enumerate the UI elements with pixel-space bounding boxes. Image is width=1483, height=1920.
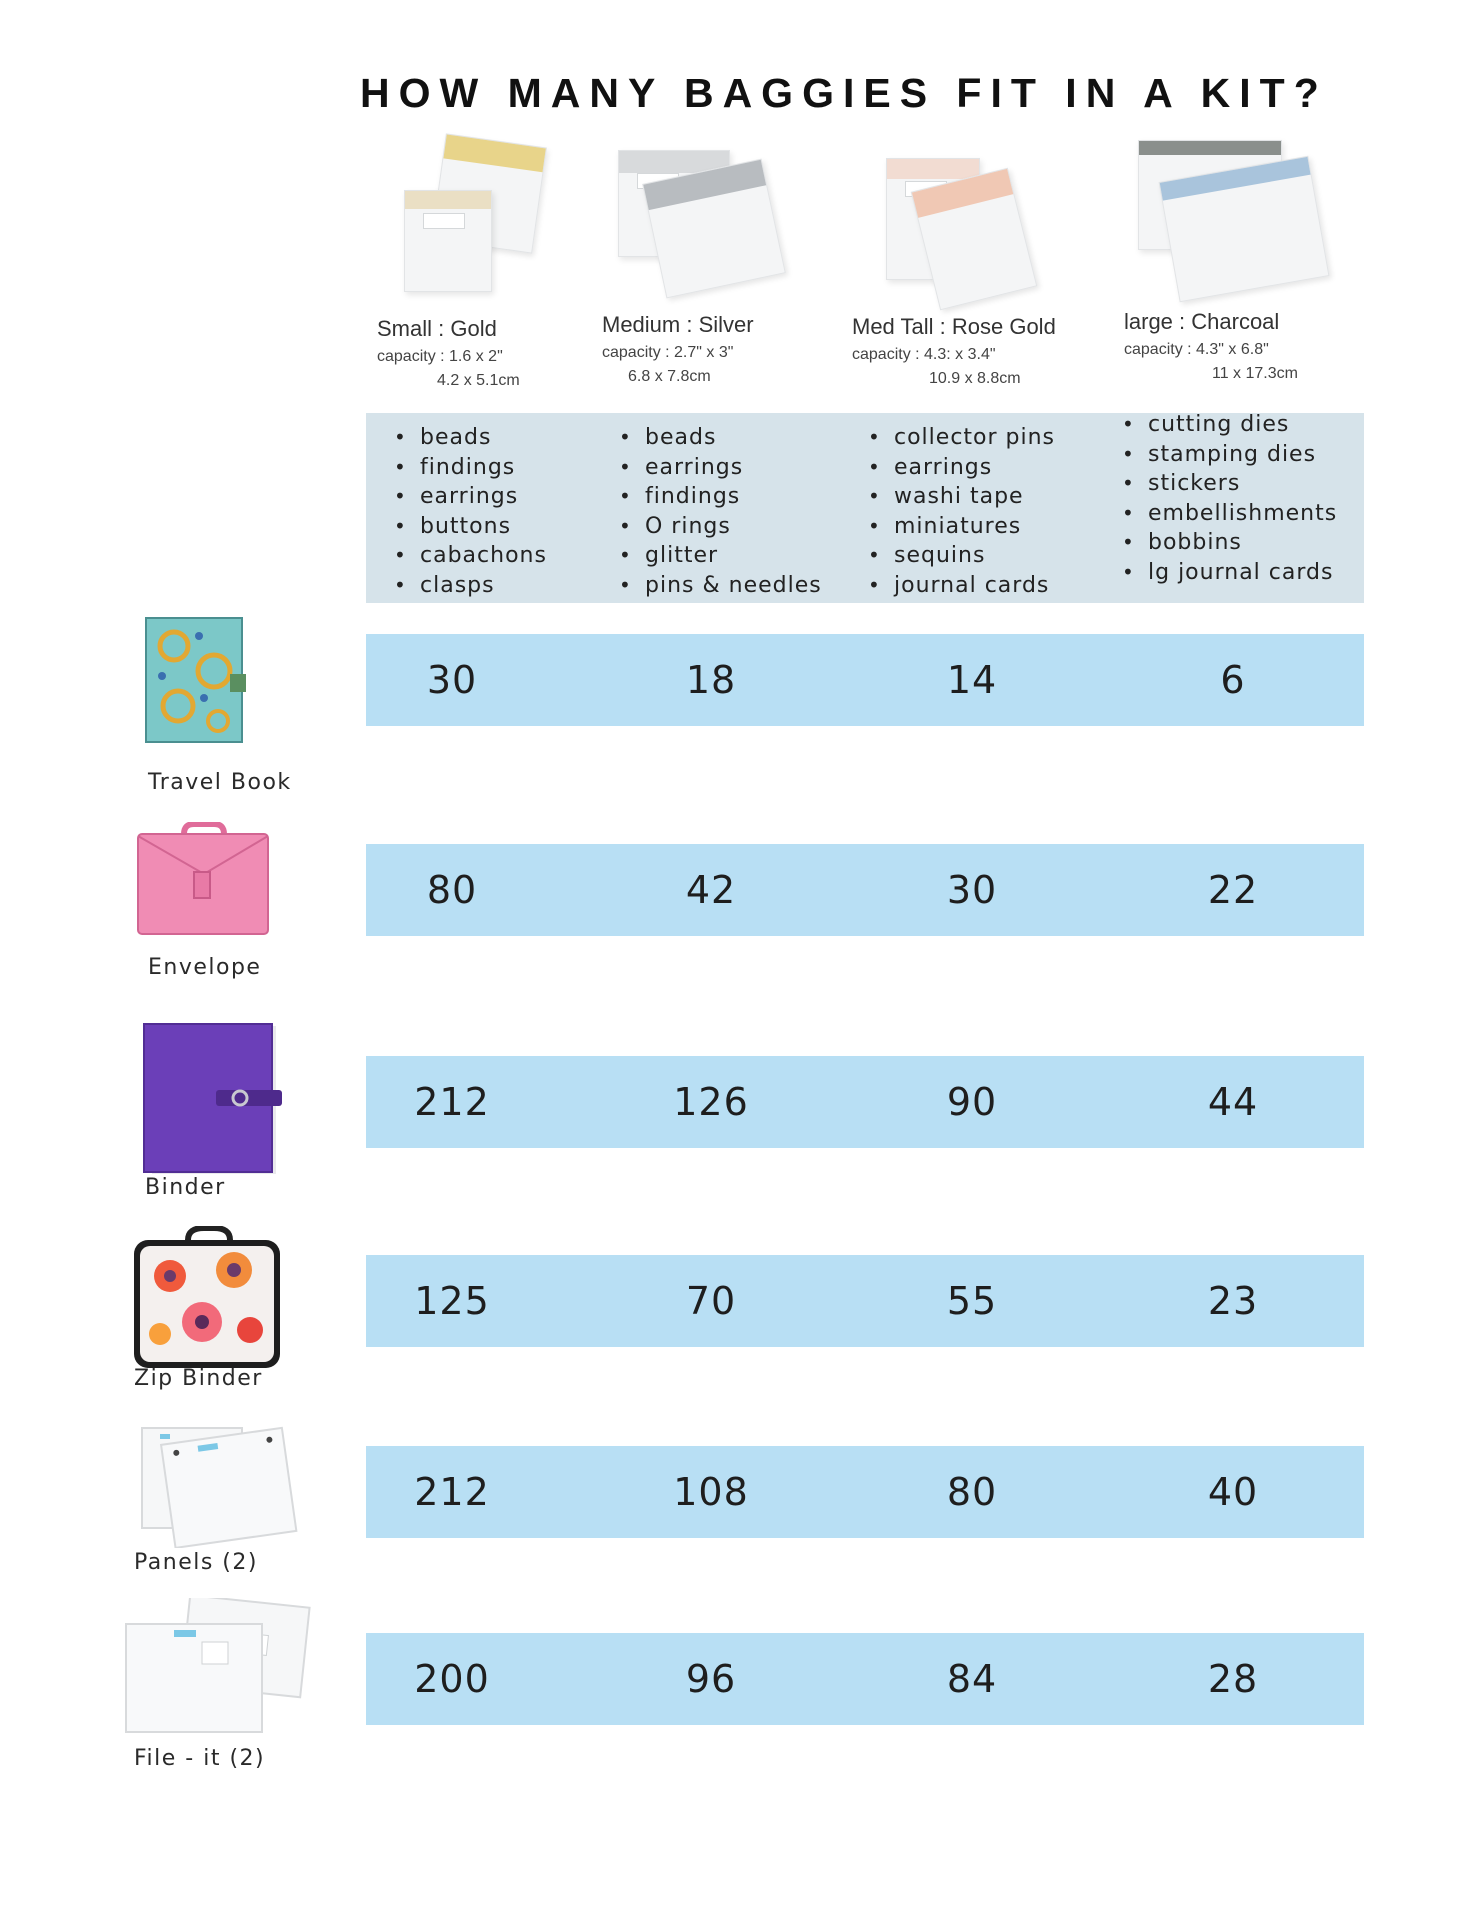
count-cell: 40 <box>1207 1470 1259 1514</box>
count-cell: 125 <box>414 1279 490 1323</box>
kit-label: Zip Binder <box>134 1366 263 1391</box>
bag-name: large : Charcoal <box>1124 309 1280 334</box>
bag-header-med-tall <box>852 314 1056 388</box>
list-item: • beads <box>394 423 547 453</box>
uses-list-medium <box>619 423 822 600</box>
list-item: • clasps <box>394 571 547 601</box>
list-item: • sequins <box>868 541 1055 571</box>
count-cell: 44 <box>1207 1080 1259 1124</box>
uses-list-large <box>1122 410 1337 587</box>
bag-name: Medium : Silver <box>602 312 754 337</box>
bag-capacity: capacity : 4.3" x 6.8" <box>1124 341 1269 358</box>
count-cell: 28 <box>1207 1657 1259 1701</box>
panels-icon <box>138 1420 298 1548</box>
count-cell: 80 <box>426 868 478 912</box>
list-item: • cabachons <box>394 541 547 571</box>
bag-capacity: capacity : 1.6 x 2" <box>377 348 503 365</box>
page-title: HOW MANY BAGGIES FIT IN A KIT? <box>360 70 1328 116</box>
uses-list-small <box>394 423 547 600</box>
list-item: • earrings <box>619 453 822 483</box>
count-cell: 42 <box>685 868 737 912</box>
list-item: • findings <box>619 482 822 512</box>
kit-label: Panels (2) <box>134 1550 258 1575</box>
bag-metric-size: 10.9 x 8.8cm <box>929 370 1021 387</box>
small-gold-baggie-image <box>400 132 550 302</box>
zip-binder-icon <box>132 1226 284 1372</box>
count-cell: 200 <box>414 1657 490 1701</box>
bag-metric-size: 6.8 x 7.8cm <box>628 368 711 385</box>
list-item: • miniatures <box>868 512 1055 542</box>
medium-silver-baggie-image <box>618 150 788 300</box>
count-cell: 14 <box>946 658 998 702</box>
table-row <box>366 1255 1364 1347</box>
count-cell: 108 <box>673 1470 749 1514</box>
list-item: • stickers <box>1122 469 1337 499</box>
count-cell: 90 <box>946 1080 998 1124</box>
table-row <box>366 1446 1364 1538</box>
count-cell: 6 <box>1220 658 1246 702</box>
count-cell: 70 <box>685 1279 737 1323</box>
list-item: • embellishments <box>1122 499 1337 529</box>
bag-capacity: capacity : 2.7" x 3" <box>602 344 734 361</box>
kit-label: Travel Book <box>148 770 292 795</box>
bag-capacity: capacity : 4.3: x 3.4" <box>852 346 996 363</box>
bag-header-large <box>1124 309 1298 383</box>
list-item: • earrings <box>868 453 1055 483</box>
uses-list-med-tall <box>868 423 1055 600</box>
count-cell: 22 <box>1207 868 1259 912</box>
bag-header-small <box>377 316 520 390</box>
bag-metric-size: 4.2 x 5.1cm <box>437 372 520 389</box>
list-item: • glitter <box>619 541 822 571</box>
table-row <box>366 1056 1364 1148</box>
bag-name: Small : Gold <box>377 316 497 341</box>
count-cell: 30 <box>946 868 998 912</box>
count-cell: 80 <box>946 1470 998 1514</box>
list-item: • stamping dies <box>1122 440 1337 470</box>
list-item: • bobbins <box>1122 528 1337 558</box>
list-item: • pins & needles <box>619 571 822 601</box>
list-item: • lg journal cards <box>1122 558 1337 588</box>
list-item: • cutting dies <box>1122 410 1337 440</box>
list-item: • collector pins <box>868 423 1055 453</box>
list-item: • beads <box>619 423 822 453</box>
list-item: • O rings <box>619 512 822 542</box>
envelope-kit-icon <box>134 822 274 942</box>
list-item: • buttons <box>394 512 547 542</box>
list-item: • washi tape <box>868 482 1055 512</box>
count-cell: 126 <box>673 1080 749 1124</box>
table-row <box>366 1633 1364 1725</box>
large-charcoal-baggie-image <box>1138 140 1338 300</box>
count-cell: 212 <box>414 1470 490 1514</box>
kit-label: File - it (2) <box>134 1746 266 1771</box>
list-item: • earrings <box>394 482 547 512</box>
travel-book-icon <box>144 616 248 746</box>
table-row <box>366 634 1364 726</box>
kit-label: Envelope <box>148 955 262 980</box>
count-cell: 30 <box>426 658 478 702</box>
count-cell: 23 <box>1207 1279 1259 1323</box>
count-cell: 96 <box>685 1657 737 1701</box>
bag-metric-size: 11 x 17.3cm <box>1212 365 1298 382</box>
count-cell: 212 <box>414 1080 490 1124</box>
med-tall-rose-gold-baggie-image <box>886 158 1056 308</box>
count-cell: 55 <box>946 1279 998 1323</box>
count-cell: 18 <box>685 658 737 702</box>
list-item: • findings <box>394 453 547 483</box>
file-it-icon <box>122 1598 312 1736</box>
bag-name: Med Tall : Rose Gold <box>852 314 1056 339</box>
count-cell: 84 <box>946 1657 998 1701</box>
list-item: • journal cards <box>868 571 1055 601</box>
kit-label: Binder <box>145 1175 226 1200</box>
table-row <box>366 844 1364 936</box>
uses-band <box>366 413 1364 603</box>
bag-header-medium <box>602 312 754 386</box>
binder-icon <box>142 1022 284 1177</box>
